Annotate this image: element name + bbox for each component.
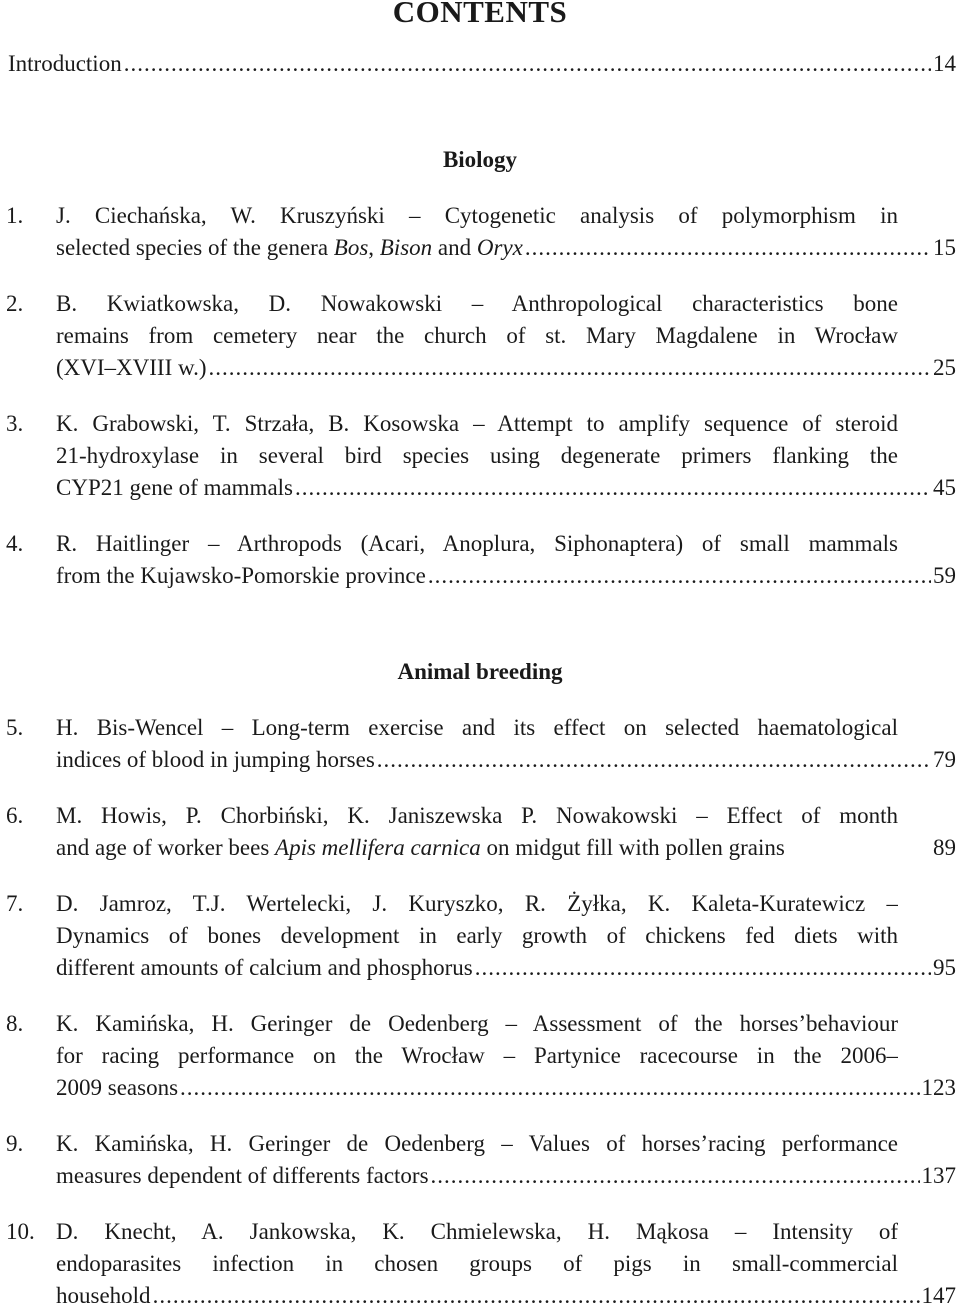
entry-line: B. Kwiatkowska, D. Nowakowski – Anthropological characteristics bone xyxy=(56,291,898,316)
dot-leader xyxy=(180,1072,919,1104)
page-number: 14 xyxy=(933,51,956,76)
entry-text: 2009 seasons xyxy=(56,1075,179,1100)
page-number: 123 xyxy=(921,1075,956,1100)
entry-line: K. Kamińska, H. Geringer de Oedenberg – Assessment of the horses’behaviour xyxy=(56,1011,898,1036)
section-heading-biology: Biology xyxy=(442,147,518,172)
dot-leader xyxy=(377,744,931,776)
intro-label: Introduction xyxy=(8,51,122,76)
page-number: 95 xyxy=(933,955,956,980)
dot-leader xyxy=(475,952,931,984)
dot-leader xyxy=(295,472,931,504)
entry-line: H. Bis-Wencel – Long-term exercise and its effect on selected haematological xyxy=(56,715,898,740)
entry-line: remains from cemetery near the church of st. Mary Magdalene in Wrocław xyxy=(56,323,898,348)
entry-line: D. Jamroz, T.J. Wertelecki, J. Kuryszko, R. Żyłka, K. Kaleta-Kuratewicz – xyxy=(56,891,898,916)
page-number: 79 xyxy=(933,747,956,772)
entry-line: K. Kamińska, H. Geringer de Oedenberg – Values of horses’racing performance xyxy=(56,1131,898,1156)
entry-text: measures dependent of differents factors xyxy=(56,1163,429,1188)
entry-last-line xyxy=(56,560,956,592)
entry-last-line xyxy=(56,232,956,264)
entry-number: 10. xyxy=(6,1219,35,1244)
dot-leader xyxy=(431,1160,920,1192)
entry-line: M. Howis, P. Chorbiński, K. Janiszewska P. Nowakowski – Effect of month xyxy=(56,803,898,828)
entry-line: J. Ciechańska, W. Kruszyński – Cytogenetic analysis of polymorphism in xyxy=(56,203,898,228)
dot-leader xyxy=(153,1280,920,1312)
page-number: 45 xyxy=(933,475,956,500)
dot-leader xyxy=(209,352,931,384)
page-number: 25 xyxy=(933,355,956,380)
entry-number: 2. xyxy=(6,291,24,316)
page-number: 59 xyxy=(933,563,956,588)
page-number: 89 xyxy=(933,835,956,860)
entry-line: R. Haitlinger – Arthropods (Acari, Anoplura, Siphonaptera) of small mammals xyxy=(56,531,898,556)
entry-text: (XVI–XVIII w.) xyxy=(56,355,207,380)
entry-last-line xyxy=(56,1280,956,1312)
dot-leader xyxy=(525,232,931,264)
entry-text: different amounts of calcium and phosphorus xyxy=(56,955,473,980)
entry-line: 21-hydroxylase in several bird species using degenerate primers flanking the xyxy=(56,443,898,468)
entry-line: D. Knecht, A. Jankowska, K. Chmielewska, H. Mąkosa – Intensity of xyxy=(56,1219,898,1244)
entry-line: K. Grabowski, T. Strzała, B. Kosowska – Attempt to amplify sequence of steroid xyxy=(56,411,898,436)
entry-text: indices of blood in jumping horses xyxy=(56,747,375,772)
entry-number: 9. xyxy=(6,1131,24,1156)
entry-last-line xyxy=(56,952,956,984)
entry-text: CYP21 gene of mammals xyxy=(56,475,293,500)
entry-number: 6. xyxy=(6,803,24,828)
page-number: 147 xyxy=(921,1283,956,1308)
entry-number: 5. xyxy=(6,715,24,740)
page-number: 137 xyxy=(921,1163,956,1188)
entry-last-line xyxy=(56,352,956,384)
section-heading-animal-breeding: Animal breeding xyxy=(397,659,563,684)
entry-last-line xyxy=(56,1160,956,1192)
entry-text: household xyxy=(56,1283,151,1308)
entry-last-line xyxy=(56,744,956,776)
entry-number: 8. xyxy=(6,1011,24,1036)
dot-leader xyxy=(428,560,931,592)
entry-line: endoparasites infection in chosen groups of pigs in small-commercial xyxy=(56,1251,898,1276)
entry-text: from the Kujawsko-Pomorskie province xyxy=(56,563,426,588)
entry-number: 4. xyxy=(6,531,24,556)
entry-last-line xyxy=(56,1072,956,1104)
toc-entry-introduction xyxy=(8,48,956,80)
page-title: CONTENTS xyxy=(392,0,568,29)
entry-line: for racing performance on the Wrocław – Partynice racecourse in the 2006– xyxy=(56,1043,898,1068)
page-number: 15 xyxy=(933,235,956,260)
entry-line: and age of worker bees Apis mellifera carnica on midgut fill with pollen grains xyxy=(56,835,785,860)
entry-number: 3. xyxy=(6,411,24,436)
entry-number: 1. xyxy=(6,203,24,228)
entry-text: selected species of the genera Bos, Bison and Oryx xyxy=(56,235,523,260)
entry-number: 7. xyxy=(6,891,24,916)
entry-line: Dynamics of bones development in early growth of chickens fed diets with xyxy=(56,923,898,948)
entry-last-line xyxy=(56,472,956,504)
dot-leader xyxy=(124,48,931,80)
